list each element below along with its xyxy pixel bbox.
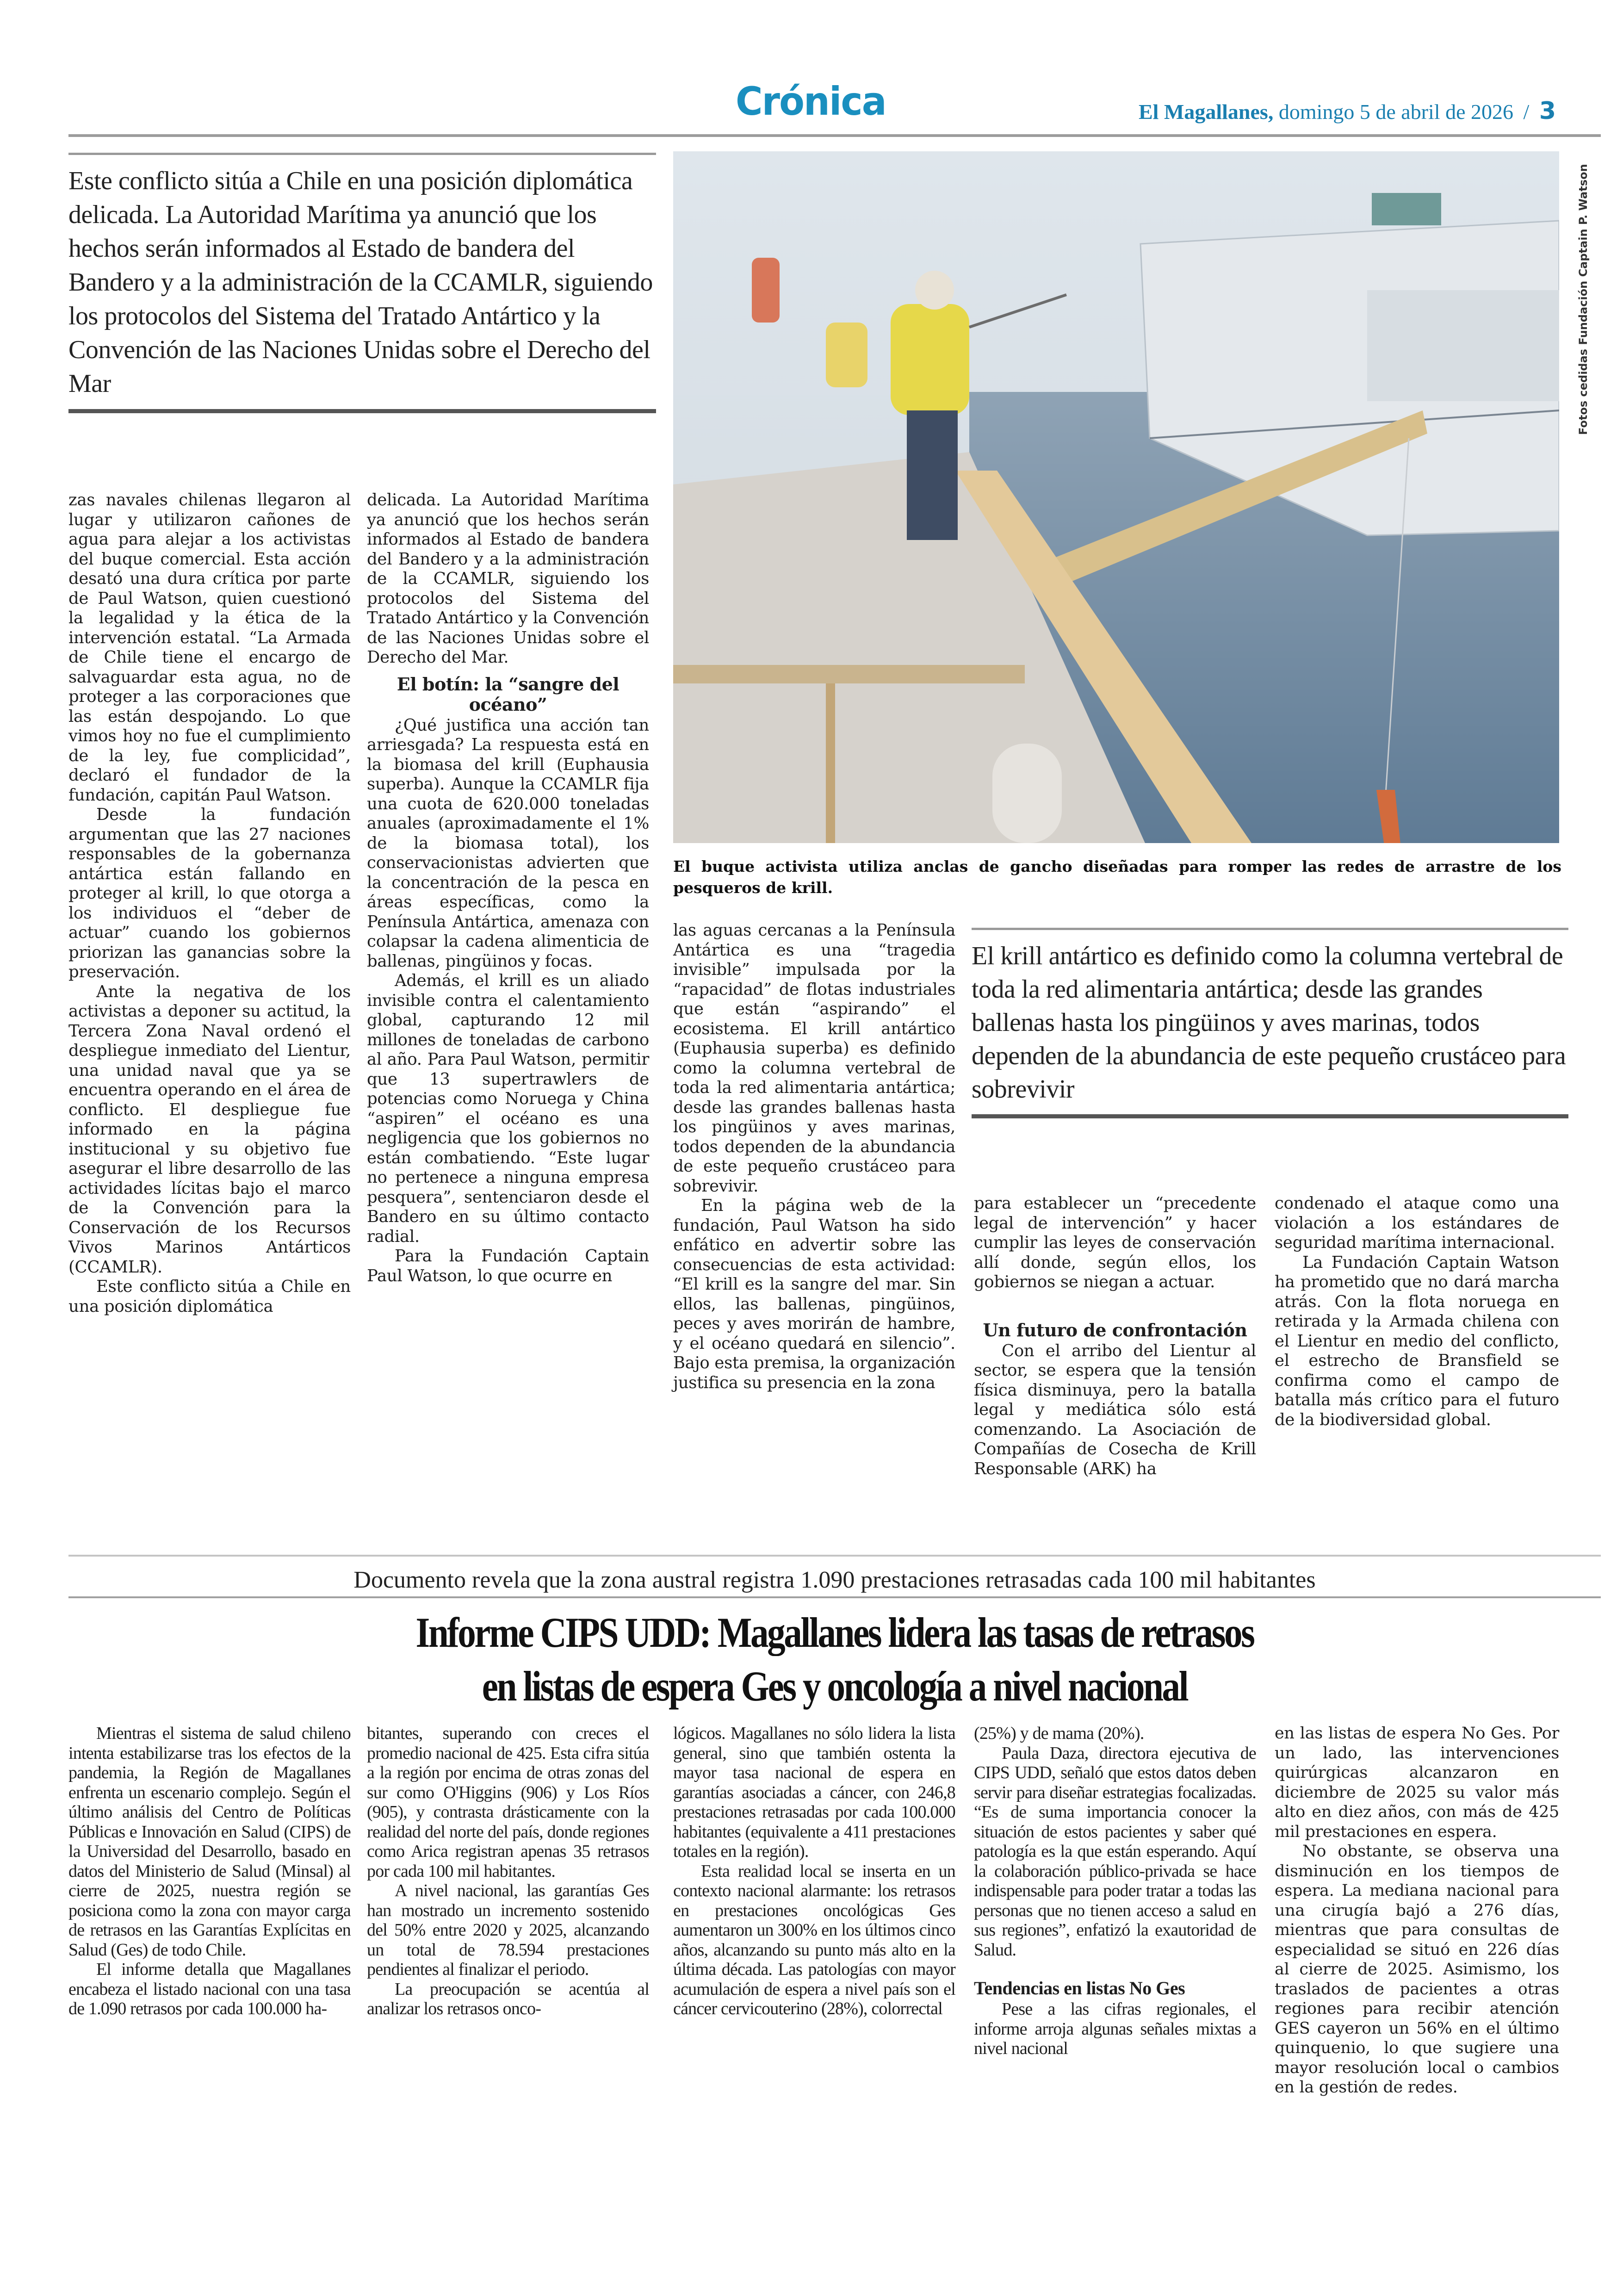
page-number: 3 (1539, 97, 1556, 125)
paragraph: Para la Fundación Captain Paul Watson, lo que ocurre en (367, 1247, 649, 1285)
article2-headline (68, 1606, 1601, 1713)
article1-column-5 (1275, 1194, 1559, 1430)
activist-yellow-jacket (891, 304, 969, 415)
paragraph: delicada. La Autoridad Marítima ya anunció que los hechos serán informados al Estado de bandera del Bandero y a la administración de la CCAMLR, siguiendo los protocolos del Sistema del Tratado Antártico y la Convención de las Naciones Unidas sobre el Derecho del Mar. (367, 490, 649, 667)
kicker-rule (68, 1596, 1601, 1598)
paragraph: las aguas cercanas a la Península Antártica es una “tragedia invisible” impulsada por la “rapacidad” de flotas industriales que están “aspirando” el ecosistema. El krill antártico (Euphausia superba) es definido como la columna vertebral de toda la red alimentaria antártica; desde las grandes ballenas hasta los pingüinos y aves marinas, todos dependen de la abundancia de este pequeño crustáceo para sobrevivir. (673, 921, 955, 1196)
paragraph: condenado el ataque como una violación a los estándares de seguridad marítima internacional. (1275, 1194, 1559, 1252)
paragraph: La Fundación Captain Watson ha prometido que no dará marcha atrás. Con la flota noruega en retirada y la Armada chilena con el Lientur en medio del conflicto, el estrecho de Bransfield se confirma como el campo de batalla más crítico para el futuro de la biodiversidad global. (1275, 1253, 1559, 1429)
paragraph: lógicos. Magallanes no sólo lidera la lista general, sino que también ostenta la mayor tasa nacional de espera en garantías asociadas a cáncer, con 246,8 prestaciones retrasadas por cada 100.000 habitantes (equivalente a 411 prestaciones totales en la región). (673, 1724, 955, 1861)
paragraph: Pese a las cifras regionales, el informe arroja algunas señales mixtas a nivel nacional (974, 1999, 1256, 2058)
crew-member (826, 323, 867, 387)
vessel-net-drum (1372, 193, 1441, 225)
article1-column-4 (974, 1194, 1256, 1479)
deck-post (826, 683, 835, 843)
activist-legs (907, 410, 958, 540)
publication-name: El Magallanes, (1138, 100, 1274, 124)
article2-column-5 (1275, 1724, 1559, 2097)
deck-beam (673, 665, 1025, 683)
header-divider (68, 134, 1601, 137)
article-photo (673, 151, 1559, 843)
pull-quote-rule-bottom (68, 409, 656, 413)
paragraph: En la página web de la fundación, Paul Watson ha sido enfático en advertir sobre las consecuencias de esta actividad: “El krill es la sangre del mar. Sin ellos, las ballenas, pingüinos, peces y aves morirán de hambre, y el océano quedará en silencio”. Bajo esta premisa, la organización justifica su presencia en la zona (673, 1196, 955, 1392)
paragraph: en las listas de espera No Ges. Por un lado, las intervenciones quirúrgicas alcanzaron en diciembre de 2025 su valor más alto en diez años, con más de 425 mil prestaciones en espera. (1275, 1724, 1559, 1841)
article2-column-1 (68, 1724, 351, 2019)
masthead (1139, 97, 1556, 125)
paragraph: bitantes, superando con creces el promedio nacional de 425. Esta cifra sitúa a la región por encima de otras zonas del sur como O'Higgins (906) y Los Ríos (905), y contrasta drásticamente con la realidad del norte del país, donde regiones como Arica registran apenas 35 retrasos por cada 100 mil habitantes. (367, 1724, 649, 1881)
paragraph: A nivel nacional, las garantías Ges han mostrado un incremento sostenido del 50% entre 2020 y 2025, alcanzando un total de 78.594 prestaciones pendientes al finalizar el periodo. (367, 1881, 649, 1979)
article-divider (68, 1555, 1601, 1557)
ship-deck-photo (673, 151, 1559, 843)
pull-quote-krill (972, 928, 1568, 1118)
photo-credit: Fotos cedidas Fundación Captain P. Watson (1577, 164, 1590, 435)
subheading-tendencias: Tendencias en listas No Ges (974, 1978, 1185, 1998)
paragraph: El informe detalla que Magallanes encabeza el listado nacional con una tasa de 1.090 retrasos por cada 100.000 ha- (68, 1960, 351, 2018)
article2-column-2 (367, 1724, 649, 2019)
article2-column-3 (673, 1724, 955, 2019)
headline-line-2: en listas de espera Ges y oncología a nivel nacional (482, 1663, 1188, 1710)
subheading-botin: El botín: la “sangre del océano” (396, 673, 619, 715)
paragraph: zas navales chilenas llegaron al lugar y utilizaron cañones de agua para alejar a los activistas del buque comercial. Esta acción desató una dura crítica por parte de Paul Watson, quien cuestionó la legalidad y la ética de la intervención estatal. “La Armada de Chile tiene el encargo de salvaguardar esta agua, no de proteger a las corporaciones que las están despojando. Lo que vimos hoy no fue el cumplimiento de la ley, fue complicidad”, declaró el fundador de la fundación, capitán Paul Watson. (68, 490, 351, 805)
publication-date: domingo 5 de abril de 2026 (1278, 100, 1514, 124)
paragraph: ¿Qué justifica una acción tan arriesgada? La respuesta está en la biomasa del krill (Euphausia superba). Aunque la CCAMLR fija una cuota de 620.000 toneladas anuales (aproximadamente el 1% de la biomasa total), los conservacionistas advierten que la concentración de la pesca en áreas específicas, como la Península Antártica, amenaza con colapsar la cadena alimenticia de ballenas, pingüinos y focas. (367, 715, 649, 971)
paragraph: Ante la negativa de los activistas a deponer su actitud, la Tercera Zona Naval ordenó el despliegue inmediato del Lientur, una unidad naval que ya se encuentra operando en el área de conflicto. El despliegue fue informado en la página institucional y su objetivo fue asegurar el libre desarrollo de las actividades lícitas bajo el marco de la Convención para la Conservación de los Recursos Vivos Marinos Antárticos (CCAMLR). (68, 982, 351, 1277)
paragraph: Paula Daza, directora ejecutiva de CIPS UDD, señaló que estos datos deben servir para diseñar estrategias focalizadas. “Es de suma importancia conocer la situación de estos pacientes y saber qué patología es la que están esperando. Aquí la colaboración público-privada se hace indispensable para poder tratar a todas las personas que no tienen acceso a salud en sus regiones”, enfatizó la exautoridad de Salud. (974, 1743, 1256, 1960)
paragraph: Esta realidad local se inserta en un contexto nacional alarmante: los retrasos en prestaciones oncológicas Ges aumentaron un 300% en los últimos cinco años, alcanzando su punto más alto en la última década. Las patologías con mayor acumulación de espera a nivel país son el cáncer cervicouterino (28%), colorrectal (673, 1861, 955, 2018)
article1-column-2 (367, 490, 649, 1286)
paragraph: Mientras el sistema de salud chileno intenta estabilizarse tras los efectos de la pandemia, la Región de Magallanes enfrenta un escenario complejo. Según el último análisis del Centro de Políticas Públicas e Innovación en Salud (CIPS) de la Universidad del Desarrollo, basado en datos del Ministerio de Salud (Minsal) al cierre de 2025, nuestra región se posiciona como la zona con mayor carga de retrasos en las Garantías Explícitas en Salud (Ges) de todo Chile. (68, 1724, 351, 1960)
paragraph: No obstante, se observa una disminución en los tiempos de espera. La mediana nacional para una cirugía bajó a 276 días, mientras que para consultas de especialidad se situó en 226 días al cierre de 2025. Asimismo, los traslados de pacientes a otras regiones para recibir atención GES cayeron un 56% en el último quinquenio, lo que sugiere una mayor resolución local o cambios en la gestión de redes. (1275, 1842, 1559, 2097)
paragraph: La preocupación se acentúa al analizar los retrasos onco- (367, 1979, 649, 2018)
subheading-futuro: Un futuro de confrontación (983, 1319, 1247, 1340)
paragraph: Con el arribo del Lientur al sector, se espera que la tensión física disminuya, pero la batalla legal y mediática sólo está comenzando. La Asociación de Compañías de Cosecha de Krill Responsable (ARK) ha (974, 1341, 1256, 1478)
headline-line-1: Informe CIPS UDD: Magallanes lidera las tasas de retrasos (415, 1609, 1254, 1656)
section-title: Crónica (736, 79, 886, 124)
pull-quote-diplomacy (68, 153, 656, 413)
paragraph: Además, el krill es un aliado invisible contra el calentamiento global, capturando 12 mil millones de toneladas de carbono al año. Para Paul Watson, permitir que 13 supertrawlers de potencias como Noruega y China “aspiren” el océano es una negligencia que los gobiernos no están combatiendo. “Este lugar no pertenece a ninguna empresa pesquera”, sentenciaron desde el Bandero en su último contacto radial. (367, 971, 649, 1246)
pull-quote-text: El krill antártico es definido como la columna vertebral de toda la red alimentaria antártica; desde las grandes ballenas hasta los pingüinos y aves marinas, todos dependen de la abundancia de este pequeño crustáceo para sobrevivir (972, 942, 1566, 1104)
bollard (992, 744, 1062, 843)
pull-quote-text: Este conflicto sitúa a Chile en una posición diplomática delicada. La Autoridad Marítima ya anunció que los hechos serán informados al Estado de bandera del Bandero y a la administración de la CCAMLR, siguiendo los protocolos del Sistema del Tratado Antártico y la Convención de las Naciones Unidas sobre el Derecho del Mar (68, 167, 653, 398)
paragraph: Desde la fundación argumentan que las 27 naciones responsables de la gobernanza antártica están fallando en proteger al krill, lo que otorga a los individuos el “deber de actuar” cuando los gobiernos priorizan las ganancias sobre la preservación. (68, 805, 351, 981)
activist-helmet (915, 271, 954, 310)
article2-kicker: Documento revela que la zona austral registra 1.090 prestaciones retrasadas cada 100 mil habitantes (353, 1567, 1316, 1593)
crew-member-orange (752, 258, 780, 323)
vessel-superstructure (1367, 290, 1559, 401)
paragraph: Este conflicto sitúa a Chile en una posición diplomática (68, 1277, 351, 1316)
paragraph: para establecer un “precedente legal de intervención” y hacer cumplir las leyes de conservación allí donde, según ellos, los gobiernos se niegan a actuar. (974, 1194, 1256, 1291)
article1-column-1 (68, 490, 351, 1316)
article1-column-3 (673, 921, 955, 1393)
photo-caption: El buque activista utiliza anclas de gancho diseñadas para romper las redes de arrastre de los pesqueros de krill. (673, 857, 1561, 897)
separator: / (1523, 100, 1530, 124)
article2-column-4 (974, 1724, 1256, 2059)
paragraph: (25%) y de mama (20%). (974, 1724, 1144, 1743)
pull-quote-rule-bottom (972, 1114, 1568, 1118)
